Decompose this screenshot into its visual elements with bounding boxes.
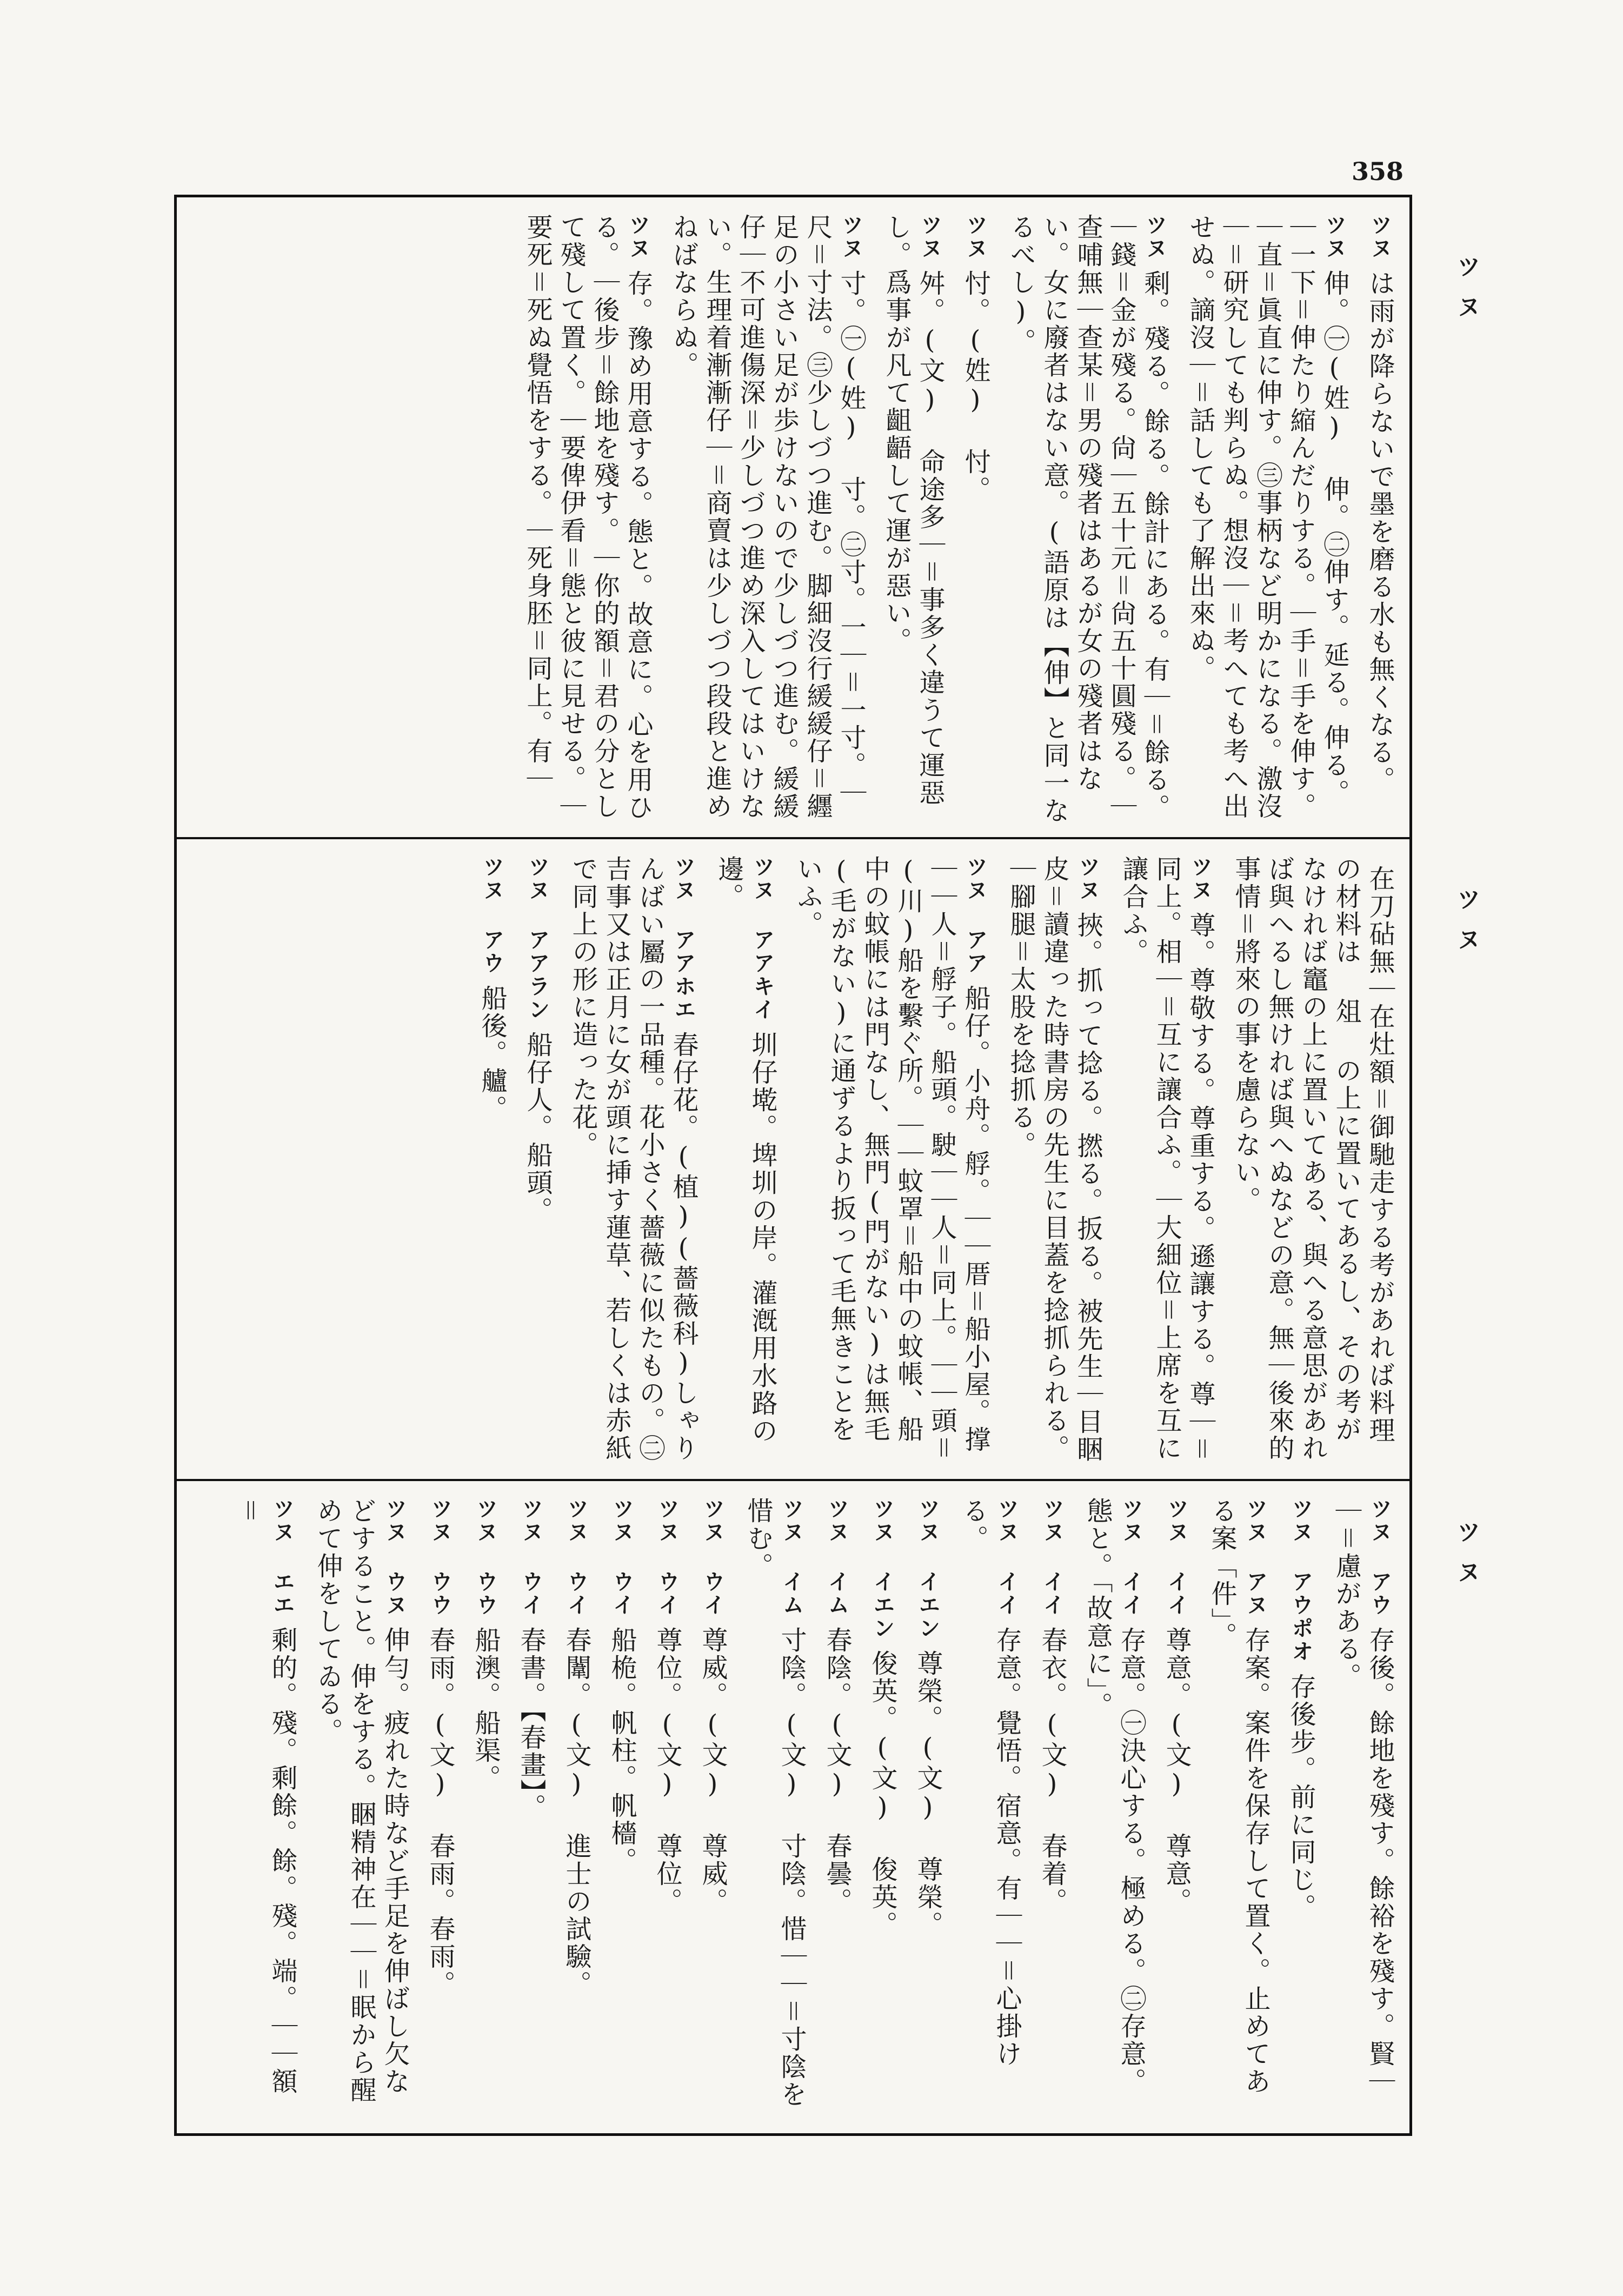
entry-definition: 春闈。(文) 進士の試驗。	[561, 1627, 591, 1998]
dictionary-entry	[1116, 855, 1217, 1468]
entry-reading: ツヌ	[1142, 214, 1167, 260]
dictionary-entry	[650, 1497, 684, 2122]
dictionary-frame	[174, 195, 1412, 2136]
entry-reading: ツヌ ウイ	[655, 1497, 680, 1617]
entry-reading: ツヌ イム	[824, 1497, 849, 1617]
entry-reading: ツヌ	[917, 214, 942, 260]
entry-definition: 剩。殘る。餘る。餘計にある。有｜＝餘る。｜錢＝金が殘る。尙｜五十元＝尙五十圓殘る。｜查哺無｜查某＝男の殘者はあるが女の殘者はない。女に廢者はない意。(語原は【伸】と同一なるべし)。	[1006, 214, 1170, 825]
entry-definition: 尊意。(文) 尊意。	[1161, 1627, 1192, 1915]
running-head: ツヌ	[1453, 887, 1480, 967]
entry-definition: 春陰。(文) 春曇。	[822, 1627, 852, 1915]
entry-definition: 尊位。(文) 尊位。	[652, 1627, 682, 1915]
entry-definition: 存後步。前に同じ。	[1286, 1673, 1316, 1921]
entry-definition: 船桅。帆柱。帆檣。	[607, 1627, 637, 1875]
entry-reading: ツヌ ウウ	[428, 1497, 453, 1617]
dictionary-entry	[1081, 1497, 1148, 2122]
entry-reading: ツヌ	[1075, 855, 1100, 902]
entry-reading: ツヌ アア	[963, 855, 988, 975]
dictionary-entry	[712, 855, 779, 1468]
dictionary-entry	[475, 855, 509, 1468]
entry-reading: ツヌ アウ	[1367, 1497, 1392, 1617]
entry-definition: 尊榮。(文) 尊榮。	[913, 1650, 943, 1939]
dictionary-entry	[741, 1497, 808, 2122]
entry-reading: ツヌ	[1322, 214, 1347, 260]
dictionary-entry	[667, 214, 868, 826]
entry-reading: ツヌ イイ	[1119, 1497, 1143, 1617]
dictionary-entry	[514, 1497, 548, 2122]
entry-definition: 挾。抓って捻る。撚る。扳る。被先生｜目睏皮＝讀違った時書房の先生に目蓋を捻抓られる。｜腳腿＝太股を捻抓る。	[1006, 855, 1103, 1463]
entry-definition: 存。豫め用意する。態と。故意に。心を用ひる。｜後步＝餘地を殘す。｜你的額＝君の分として殘して置く。｜要俾伊看＝態と彼に見せる。｜要死＝死ぬ覺悟をする。｜死身胚＝同上。有｜	[522, 214, 653, 821]
entry-reading: ツヌ イム	[779, 1497, 804, 1617]
dictionary-entry	[1229, 855, 1396, 1468]
entry-reading: ツヌ イエン	[915, 1497, 940, 1640]
entry-definition: 尊。尊敬する。尊重する。遜讓する。尊｜＝同上。相｜＝互に讓合ふ。｜大細位＝上席を互に讓合ふ。	[1118, 855, 1215, 1463]
dictionary-entry	[469, 1497, 502, 2122]
entry-definition: 存後。餘地を殘す。餘裕を殘す。賢｜｜＝慮がある。	[1331, 1497, 1395, 2095]
entry-definition: 舛。(文) 命途多｜＝事多く違うて運惡し。爲事が凡て齟齬して運が惡い。	[881, 214, 945, 807]
entry-definition: 寸陰。(文) 寸陰。惜｜｜＝寸陰を惜む。	[743, 1497, 807, 2108]
entry-reading: ツヌ エエ	[270, 1497, 295, 1617]
dictionary-entry	[521, 855, 554, 1468]
entry-definition: 俊英。(文) 俊英。	[867, 1650, 897, 1939]
entry-reading: ツヌ アウポオ	[1288, 1497, 1313, 1663]
dictionary-entry	[791, 855, 992, 1468]
entry-definition: 寸。㊀(姓) 寸。㊁寸。一｜＝一寸。｜尺＝寸法。㊂少しづつ進む。脚細沒行緩緩仔＝纒足の小さい足が歩けないので少しづつ進む。緩緩仔｜不可進傷深＝少しづつ進め深入してはいけない。生理着漸漸仔｜＝商賣は少しづつ段段と進めねばならぬ。	[668, 214, 866, 820]
entry-definition: 忖。(姓) 忖。	[960, 270, 990, 503]
entry-definition: 船仔。小舟。艀。｜｜厝＝船小屋。撑｜｜人＝艀子。船頭。駛｜｜人＝同上。｜｜頭＝(川)船を繫ぐ所。｜｜蚊罩＝船中の蚊帳、船中の蚊帳には門なし、無門(門がない)は無毛(毛がない)に通ずるより扳って毛無きことをいふ。	[793, 855, 990, 1462]
entry-reading: ツヌ	[963, 214, 988, 260]
entry-definition: 在刀砧無｜在灶額＝御馳走する考があれば料理の材料は 俎 の上に置いてあるし、その考がなければ竈の上に置いてある、與へる意思があれば與へるし無ければ與へぬなどの意。無｜後來的事情＝將來の事を慮らない。	[1230, 855, 1395, 1462]
entry-reading: ツヌ	[626, 214, 650, 260]
entry-reading: ツヌ アアホエ	[671, 855, 696, 1021]
entry-definition: 伸。㊀(姓) 伸。㊁伸す。延る。伸る。｜一下＝伸たり縮んだりする。｜手＝手を伸す。｜直＝眞直に伸す。㊂事柄など明かになる。激沒｜＝研究しても判らぬ。想沒｜＝考へても考へ出せぬ。謫沒｜＝話しても了解出來ぬ。	[1185, 214, 1349, 820]
entry-definition: 存意。㊀決心する。極める。㊁存意。態と。「故意に」。	[1082, 1497, 1146, 2095]
entry-definition: 船後。艫。	[477, 985, 507, 1123]
entry-reading: ツヌ イイ	[1164, 1497, 1189, 1617]
entry-reading: ツヌ	[839, 214, 863, 260]
entry-reading: ツヌ ウイ	[518, 1497, 543, 1617]
entry-reading: ツヌ	[1367, 214, 1392, 260]
entry-reading: ツヌ	[1188, 855, 1213, 902]
entry-definition: 存案。案件を保存して置く。止めてある案「件」。	[1207, 1497, 1271, 2095]
dictionary-entry	[1284, 1497, 1318, 2122]
entry-definition: 剩的。殘。剩餘。餘。殘。端。｜｜額＝	[234, 1497, 297, 2095]
entry-definition: 春書。【春畫】。	[516, 1627, 546, 1821]
dictionary-entry	[1363, 214, 1396, 826]
entry-reading: ツヌ アアラン	[525, 855, 550, 1021]
dictionary-band-middle	[177, 839, 1409, 1481]
dictionary-entry	[423, 1497, 457, 2122]
entry-definition: は雨が降らないで墨を磨る水も無くなる。	[1365, 270, 1395, 794]
entry-definition: 船澳。船渠。	[470, 1627, 501, 1792]
dictionary-entry	[232, 1497, 299, 2122]
dictionary-entry	[1004, 214, 1172, 826]
entry-definition: 圳仔墘。埤圳の岸。灌漑用水路の邊。	[714, 855, 777, 1445]
entry-definition: 船仔人。船頭。	[522, 1031, 553, 1224]
dictionary-entry	[560, 1497, 593, 2122]
entry-reading: ツヌ ウイ	[609, 1497, 634, 1617]
entry-definition: 尊威。(文) 尊威。	[697, 1627, 728, 1915]
entry-reading: ツヌ アヌ	[1243, 1497, 1268, 1617]
dictionary-entry	[696, 1497, 729, 2122]
dictionary-entry	[959, 214, 992, 826]
entry-definition: 存意。覺悟。宿意。有｜｜＝心掛ける。	[958, 1497, 1022, 2068]
page-number: 358	[1352, 157, 1404, 186]
dictionary-entry	[1329, 1497, 1396, 2122]
entry-reading: ツヌ アアキイ	[750, 855, 775, 1021]
entry-reading: ツヌ ウイ	[700, 1497, 725, 1617]
entry-reading: ツヌ イイ	[994, 1497, 1019, 1617]
dictionary-entry	[911, 1497, 944, 2122]
entry-reading: ツヌ ウウ	[473, 1497, 498, 1617]
dictionary-entry	[820, 1497, 854, 2122]
dictionary-entry	[956, 1497, 1023, 2122]
dictionary-entry	[521, 214, 655, 826]
dictionary-entry	[605, 1497, 638, 2122]
dictionary-entry	[1205, 1497, 1272, 2122]
dictionary-entry	[566, 855, 700, 1468]
dictionary-entry	[1183, 214, 1351, 826]
dictionary-entry	[1160, 1497, 1193, 2122]
entry-reading: ツヌ ウイ	[564, 1497, 589, 1617]
dictionary-entry	[880, 214, 947, 826]
dictionary-entry	[866, 1497, 899, 2122]
entry-definition: 春衣。(文) 春着。	[1037, 1627, 1067, 1915]
entry-reading: ツヌ ウヌ	[382, 1497, 407, 1617]
entry-reading: ツヌ イエン	[870, 1497, 895, 1640]
entry-definition: 春雨。(文) 春雨。春雨。	[425, 1627, 455, 1998]
entry-definition: 伸勻。疲れた時など手足を伸ばし欠などすること。伸をする。睏精神在｜｜＝眠から醒めて伸をしてゐる。	[312, 1497, 410, 2104]
dictionary-band-bottom	[177, 1481, 1409, 2133]
running-head: ツヌ	[1453, 254, 1480, 334]
dictionary-entry	[1004, 855, 1105, 1468]
entry-definition: 春仔花。(植)(薔薇科)しゃりんばい屬の一品種。花小さく薔薇に似たもの。㊁吉事又は正月に女が頭に挿す蓮草、若しくは赤紙で同上の形に造った花。	[568, 855, 699, 1462]
entry-reading: ツヌ イイ	[1040, 1497, 1065, 1617]
dictionary-entry	[1035, 1497, 1069, 2122]
dictionary-entry	[311, 1497, 411, 2122]
dictionary-band-top	[177, 197, 1409, 839]
running-head: ツヌ	[1453, 1519, 1480, 1600]
entry-reading: ツヌ アウ	[480, 855, 504, 975]
